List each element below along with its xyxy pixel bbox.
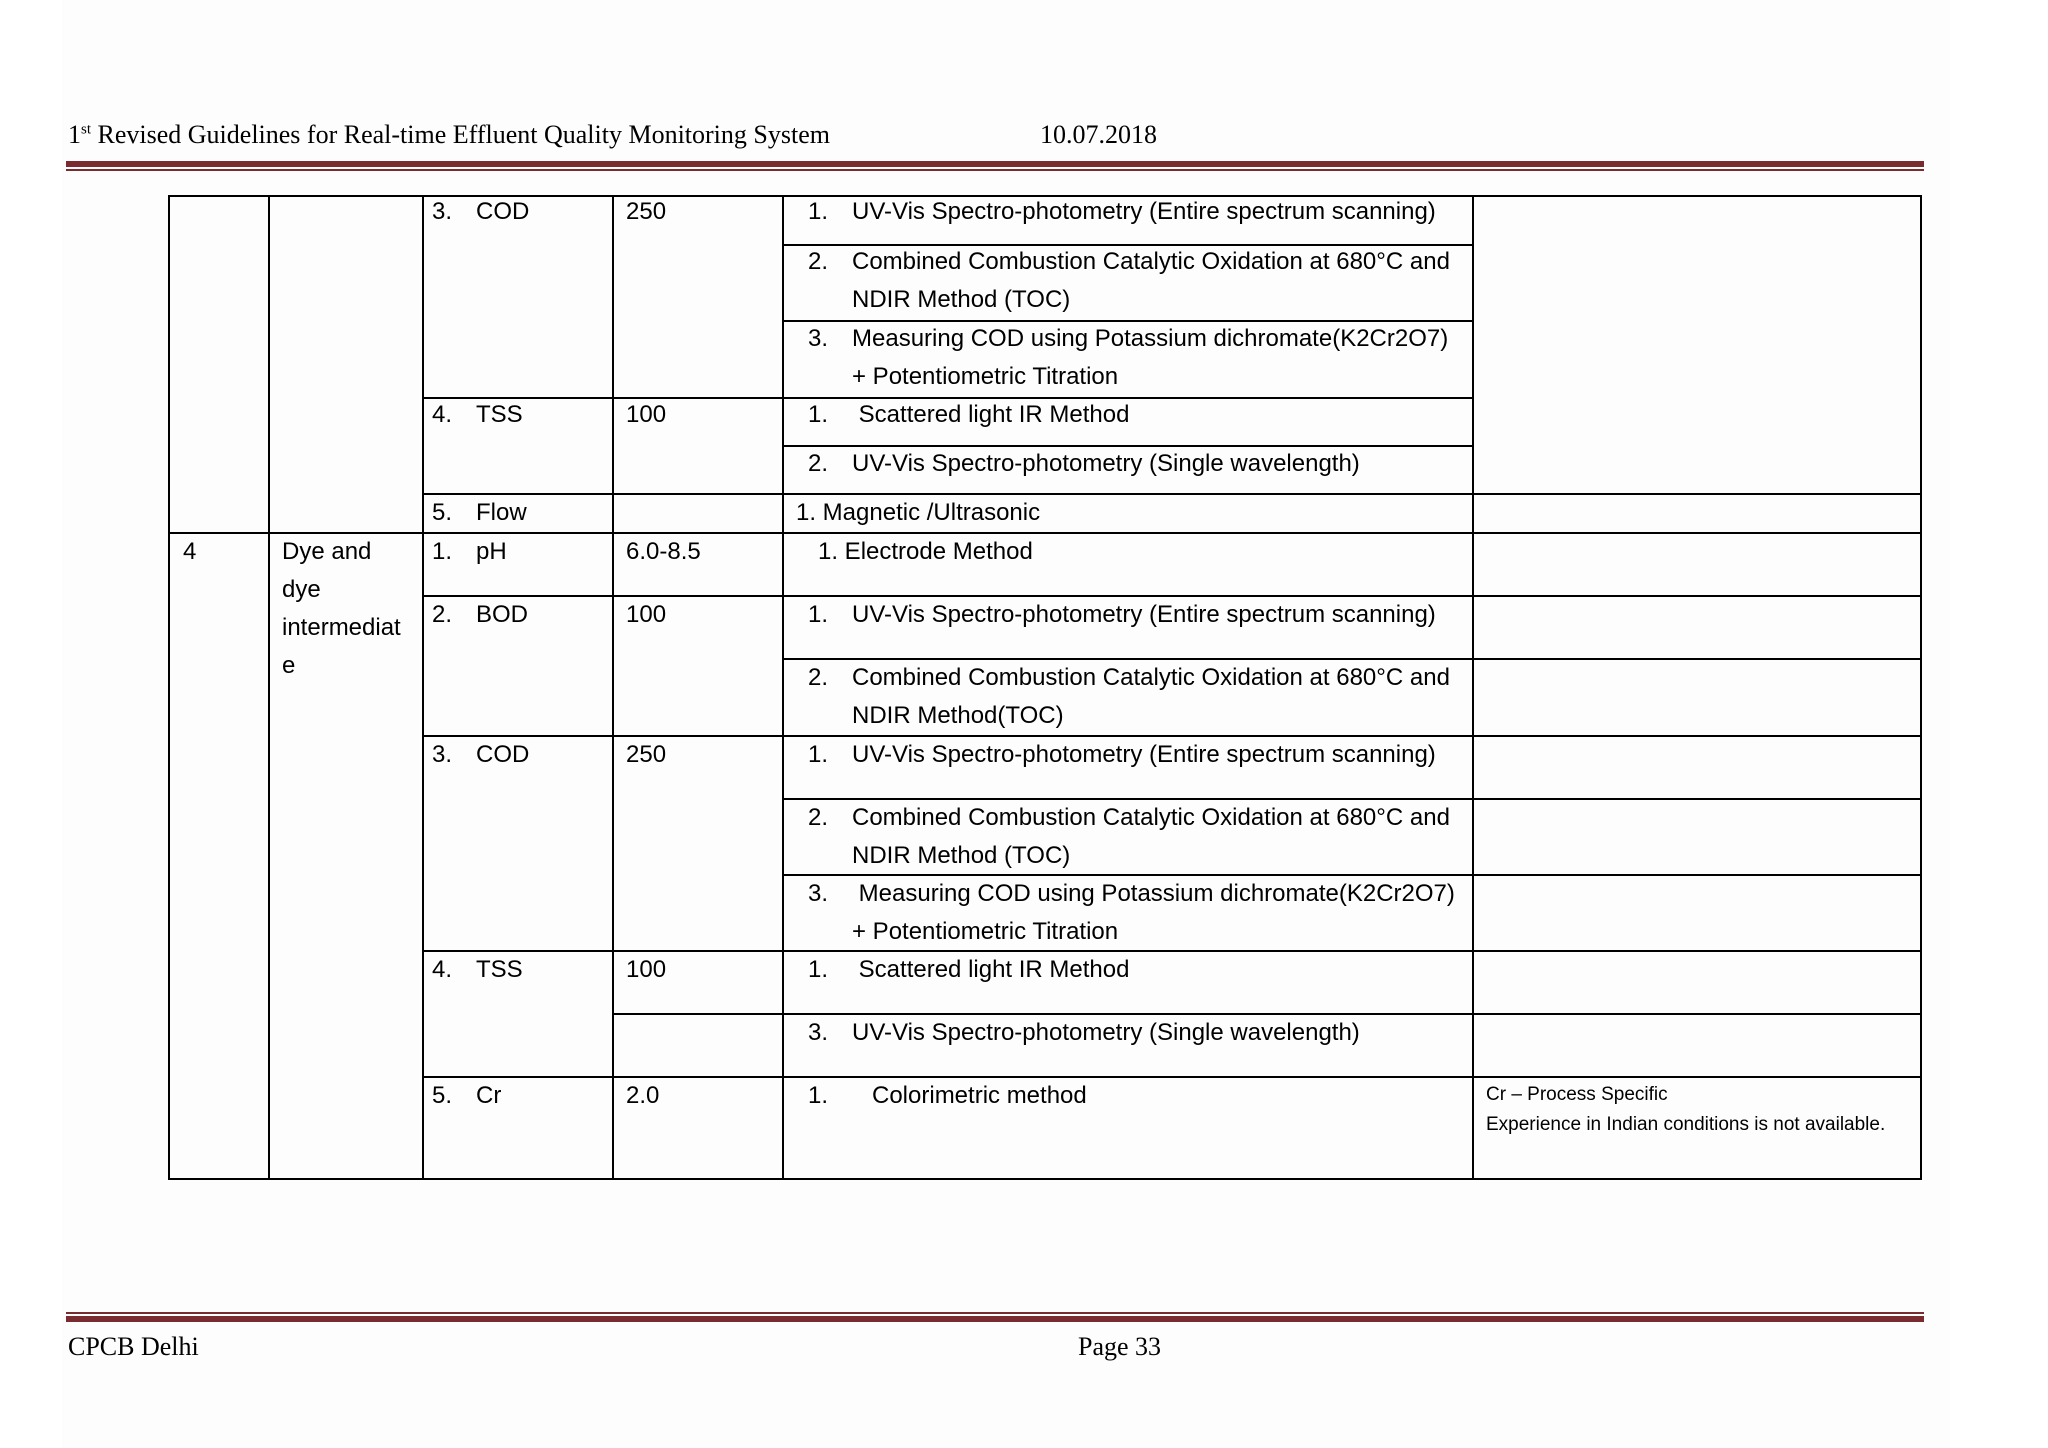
column-divider: [1472, 195, 1474, 1180]
table-border-bottom: [168, 1178, 1922, 1180]
method-cell: 1. Scattered light IR Method: [808, 401, 1130, 428]
param-cell: 5. Flow: [432, 499, 527, 526]
column-divider: [422, 195, 424, 1180]
method-cell: 1. Magnetic /Ultrasonic: [796, 499, 1041, 526]
method-cell: 3. Measuring COD using Potassium dichromate(K2Cr2O7): [808, 880, 1455, 907]
method-cell-cont: + Potentiometric Titration: [852, 363, 1119, 390]
footer-org: CPCB Delhi: [68, 1332, 199, 1361]
method-cell-cont: NDIR Method (TOC): [852, 842, 1071, 869]
footer-rule-thin: [66, 1312, 1924, 1314]
document-title: 1st Revised Guidelines for Real-time Effluent Quality Monitoring System: [68, 120, 830, 149]
table-border-right: [1920, 195, 1922, 1180]
param-cell: 3. COD: [432, 741, 530, 768]
limit-cell: 100: [626, 956, 667, 983]
column-divider: [268, 195, 270, 1180]
footer-rule: [66, 1316, 1924, 1322]
industry-name: dye: [282, 576, 321, 603]
limit-cell: 2.0: [626, 1082, 660, 1109]
document-date: 10.07.2018: [1040, 120, 1157, 149]
method-cell-cont: + Potentiometric Titration: [852, 918, 1119, 945]
industry-name: e: [282, 652, 296, 679]
page-number: Page 33: [1078, 1332, 1162, 1361]
industry-name: Dye and: [282, 538, 372, 565]
method-cell: 1. UV-Vis Spectro-photometry (Entire spectrum scanning): [808, 741, 1436, 768]
method-cell-cont: NDIR Method (TOC): [852, 286, 1071, 313]
limit-cell: 250: [626, 198, 667, 225]
param-cell: 1. pH: [432, 538, 507, 565]
method-cell: 2. Combined Combustion Catalytic Oxidation at 680°C and: [808, 664, 1450, 691]
limit-cell: 100: [626, 401, 667, 428]
method-cell: 2. Combined Combustion Catalytic Oxidation at 680°C and: [808, 248, 1450, 275]
remarks-cell: Cr – Process Specific: [1486, 1084, 1668, 1105]
param-cell: 3. COD: [432, 198, 530, 225]
param-cell: 5. Cr: [432, 1082, 502, 1109]
column-divider: [782, 195, 784, 1180]
param-cell: 4. TSS: [432, 401, 523, 428]
method-cell: 1. UV-Vis Spectro-photometry (Entire spectrum scanning): [808, 198, 1436, 225]
param-cell: 4. TSS: [432, 956, 523, 983]
column-divider: [612, 195, 614, 1180]
method-cell: 1. Scattered light IR Method: [808, 956, 1130, 983]
param-cell: 2. BOD: [432, 601, 529, 628]
table-border-left: [168, 195, 170, 1180]
limit-cell: 6.0-8.5: [626, 538, 701, 565]
method-cell: 1. Colorimetric method: [808, 1082, 1087, 1109]
row-divider: [422, 493, 1922, 495]
method-cell: 2. Combined Combustion Catalytic Oxidation at 680°C and: [808, 804, 1450, 831]
method-cell: 3. Measuring COD using Potassium dichromate(K2Cr2O7): [808, 325, 1449, 352]
industry-name: intermediat: [282, 614, 401, 641]
method-cell: 1. UV-Vis Spectro-photometry (Entire spectrum scanning): [808, 601, 1436, 628]
remarks-cell: Experience in Indian conditions is not available.: [1486, 1114, 1886, 1135]
method-cell: 2. UV-Vis Spectro-photometry (Single wavelength): [808, 450, 1360, 477]
method-cell: 3. UV-Vis Spectro-photometry (Single wavelength): [808, 1019, 1360, 1046]
serial-number: 4: [183, 538, 197, 565]
limit-cell: 250: [626, 741, 667, 768]
limit-cell: 100: [626, 601, 667, 628]
method-cell: 1. Electrode Method: [818, 538, 1033, 565]
method-cell-cont: NDIR Method(TOC): [852, 702, 1064, 729]
